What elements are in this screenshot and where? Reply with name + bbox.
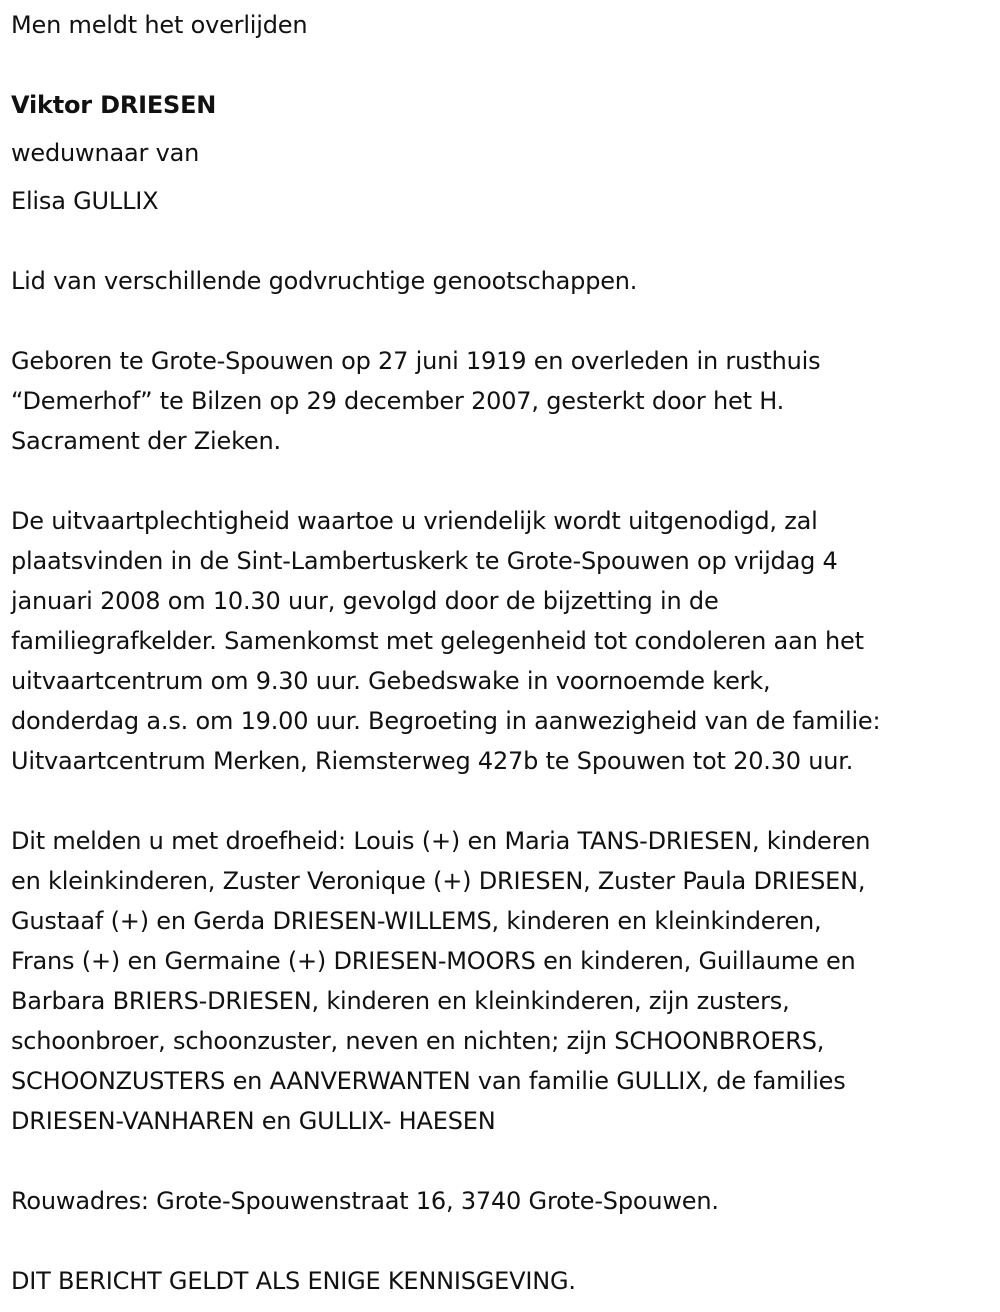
family-line: schoonbroer, schoonzuster, neven en nichten; zijn SCHOONBROERS, [11, 1027, 825, 1055]
mourning-address: Rouwadres: Grote-Spouwenstraat 16, 3740 Grote-Spouwen. [11, 1187, 719, 1215]
birth-death-line: “Demerhof” te Bilzen op 29 december 2007, gesterkt door het H. [11, 387, 785, 415]
relation-text: weduwnaar van [11, 139, 200, 167]
family-line: DRIESEN-VANHAREN en GULLIX- HAESEN [11, 1107, 496, 1135]
funeral-line: januari 2008 om 10.30 uur, gevolgd door de bijzetting in de [11, 587, 719, 615]
funeral-line: familiegrafkelder. Samenkomst met gelegenheid tot condoleren aan het [11, 627, 864, 655]
family-line: Gustaaf (+) en Gerda DRIESEN-WILLEMS, kinderen en kleinkinderen, [11, 907, 822, 935]
family-line: SCHOONZUSTERS en AANVERWANTEN van familie GULLIX, de families [11, 1067, 846, 1095]
membership-text: Lid van verschillende godvruchtige genootschappen. [11, 267, 638, 295]
spouse-name: Elisa GULLIX [11, 187, 159, 215]
deceased-name: Viktor DRIESEN [11, 91, 217, 119]
closing-text: DIT BERICHT GELDT ALS ENIGE KENNISGEVING. [11, 1267, 576, 1295]
birth-death-line: Geboren te Grote-Spouwen op 27 juni 1919 en overleden in rusthuis [11, 347, 821, 375]
funeral-line: donderdag a.s. om 19.00 uur. Begroeting in aanwezigheid van de familie: [11, 707, 881, 735]
funeral-line: Uitvaartcentrum Merken, Riemsterweg 427b te Spouwen tot 20.30 uur. [11, 747, 854, 775]
family-line: Dit melden u met droefheid: Louis (+) en Maria TANS-DRIESEN, kinderen [11, 827, 871, 855]
family-line: Frans (+) en Germaine (+) DRIESEN-MOORS en kinderen, Guillaume en [11, 947, 856, 975]
family-line: Barbara BRIERS-DRIESEN, kinderen en kleinkinderen, zijn zusters, [11, 987, 790, 1015]
intro-text: Men meldt het overlijden [11, 11, 308, 39]
funeral-line: De uitvaartplechtigheid waartoe u vriendelijk wordt uitgenodigd, zal [11, 507, 818, 535]
family-line: en kleinkinderen, Zuster Veronique (+) DRIESEN, Zuster Paula DRIESEN, [11, 867, 866, 895]
birth-death-line: Sacrament der Zieken. [11, 427, 281, 455]
funeral-line: plaatsvinden in de Sint-Lambertuskerk te Grote-Spouwen op vrijdag 4 [11, 547, 838, 575]
funeral-line: uitvaartcentrum om 9.30 uur. Gebedswake in voornoemde kerk, [11, 667, 771, 695]
